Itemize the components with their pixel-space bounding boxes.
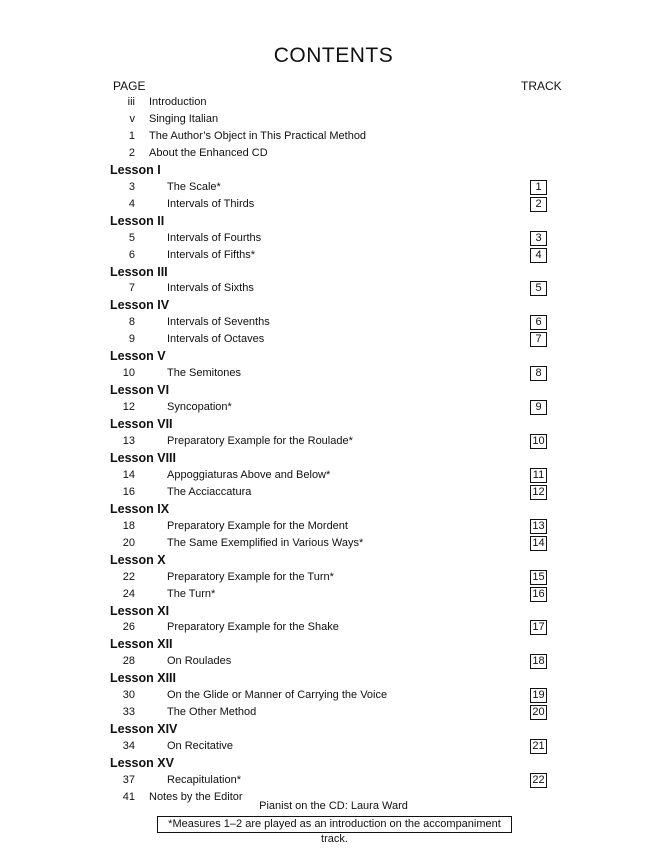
track-number-box: 5 [530, 281, 547, 296]
toc-entry-row [0, 569, 667, 586]
entry-title: Intervals of Octaves [167, 333, 265, 346]
track-number-box: 16 [530, 587, 547, 602]
toc-entry-row [0, 704, 667, 721]
lesson-heading [0, 501, 667, 518]
toc-entry-row [0, 772, 667, 789]
track-number-box: 12 [530, 485, 547, 500]
page-number: 20 [122, 536, 135, 549]
page-number: 41 [122, 790, 135, 803]
entry-title: Introduction [149, 96, 207, 108]
entry-title: On the Glide or Manner of Carrying the Voice [167, 689, 388, 702]
lesson-heading [0, 382, 667, 399]
entry-title: Intervals of Sevenths [167, 316, 270, 329]
entry-title: About the Enhanced CD [149, 146, 268, 159]
toc-entry-row [0, 365, 667, 382]
page-number: 3 [128, 180, 135, 193]
toc-entry-row [0, 484, 667, 501]
front-matter-row [0, 111, 667, 128]
lesson-heading [0, 416, 667, 433]
toc-entry-row [0, 314, 667, 331]
page-number: 37 [122, 774, 135, 786]
track-number-box: 1 [530, 180, 547, 195]
lesson-title: Lesson IV [110, 298, 170, 313]
toc-entry-row [0, 399, 667, 416]
page-number: 18 [122, 519, 135, 532]
track-number-box: 11 [530, 468, 547, 483]
page-number: 8 [128, 316, 135, 329]
page-number: 10 [122, 367, 135, 380]
lesson-heading [0, 264, 667, 281]
page-number: 13 [122, 435, 135, 447]
page-number: 7 [128, 282, 135, 295]
lesson-title: Lesson III [110, 264, 168, 279]
page-title: CONTENTS [273, 44, 394, 67]
entry-title: Preparatory Example for the Turn* [167, 570, 334, 583]
track-number-box: 8 [530, 366, 547, 381]
page-number: iii [127, 96, 135, 108]
toc-entry-row [0, 535, 667, 552]
lesson-title: Lesson VI [110, 383, 170, 398]
entry-title: Preparatory Example for the Mordent [167, 519, 348, 532]
track-number-box: 3 [530, 231, 547, 246]
lesson-title: Lesson XIV [110, 722, 178, 737]
entry-title: Intervals of Fifths* [167, 248, 256, 261]
lesson-heading [0, 162, 667, 179]
toc-entry-row [0, 433, 667, 450]
entry-title: The Turn* [167, 587, 216, 600]
lesson-title: Lesson IX [110, 501, 170, 516]
page-number: 24 [122, 587, 135, 600]
entry-title: The Acciaccatura [167, 485, 252, 498]
track-number-box: 4 [530, 248, 547, 263]
track-number-box: 22 [530, 773, 547, 788]
entry-title: Notes by the Editor [149, 790, 243, 803]
track-number-box: 13 [530, 519, 547, 534]
entry-title: Syncopation* [167, 401, 232, 414]
lesson-title: Lesson V [110, 349, 166, 364]
lesson-heading [0, 636, 667, 653]
track-number-box: 15 [530, 570, 547, 585]
track-number-box: 7 [530, 332, 547, 347]
page-number: 4 [128, 197, 135, 210]
entry-title: Preparatory Example for the Roulade* [167, 435, 353, 447]
track-number-box: 14 [530, 536, 547, 551]
toc-entry-row [0, 687, 667, 704]
track-number-box: 18 [530, 654, 547, 669]
toc-entry-row [0, 653, 667, 670]
lesson-title: Lesson II [110, 213, 165, 228]
page-number: v [129, 113, 135, 125]
page-number: 14 [122, 468, 135, 481]
track-number-box: 10 [530, 434, 547, 449]
lesson-title: Lesson XII [110, 637, 173, 652]
entry-title: On Recitative [167, 740, 234, 753]
page-number: 6 [128, 248, 135, 261]
pianist-credit: Pianist on the CD: Laura Ward [259, 800, 408, 812]
lesson-heading [0, 721, 667, 738]
lesson-title: Lesson XIII [110, 671, 176, 686]
entry-title: The Same Exemplified in Various Ways* [167, 536, 364, 549]
entry-title: The Scale* [167, 180, 221, 193]
footnote-box: *Measures 1–2 are played as an introduction on the accompaniment track. [157, 816, 512, 833]
track-number-box: 2 [530, 197, 547, 212]
lesson-heading [0, 603, 667, 620]
front-matter-row [0, 94, 667, 111]
lesson-title: Lesson XV [110, 756, 174, 770]
entry-title: Intervals of Fourths [167, 231, 262, 244]
page-number: 26 [122, 621, 135, 634]
page-number: 1 [128, 129, 135, 142]
track-number-box: 20 [530, 705, 547, 720]
toc-entry-row [0, 467, 667, 484]
track-column-header: TRACK [521, 79, 562, 93]
entry-title: Recapitulation* [167, 774, 241, 786]
toc-entry-row [0, 619, 667, 636]
page-number: 5 [128, 231, 135, 244]
track-number-box: 6 [530, 315, 547, 330]
front-matter-row [0, 128, 667, 145]
lesson-heading [0, 213, 667, 230]
page-number: 33 [122, 706, 135, 719]
lesson-heading [0, 297, 667, 314]
toc-entry-row [0, 518, 667, 535]
toc-entry-row [0, 586, 667, 603]
lesson-title: Lesson VII [110, 417, 173, 432]
lesson-title: Lesson X [110, 552, 166, 567]
lesson-heading [0, 755, 667, 772]
entry-title: Appoggiaturas Above and Below* [167, 468, 331, 481]
entry-title: On Roulades [167, 655, 232, 668]
entry-title: Intervals of Sixths [167, 282, 254, 295]
page-number: 2 [128, 146, 135, 159]
toc-entry-row [0, 196, 667, 213]
lesson-title: Lesson XI [110, 603, 170, 618]
page-number: 34 [122, 740, 135, 753]
toc-entry-row [0, 179, 667, 196]
entry-title: Intervals of Thirds [167, 197, 255, 210]
page-number: 9 [128, 333, 135, 346]
track-number-box: 21 [530, 739, 547, 754]
toc-entry-row [0, 247, 667, 264]
entry-title: The Semitones [167, 367, 241, 380]
track-number-box: 19 [530, 688, 547, 703]
lesson-heading [0, 670, 667, 687]
lesson-heading [0, 348, 667, 365]
page-number: 30 [122, 689, 135, 702]
entry-title: Preparatory Example for the Shake [167, 621, 339, 634]
toc-entry-row [0, 738, 667, 755]
entry-title: The Author’s Object in This Practical Method [149, 129, 367, 142]
page-number: 22 [122, 570, 135, 583]
page-number: 28 [122, 655, 135, 668]
toc-entry-row [0, 280, 667, 297]
lesson-title: Lesson VIII [110, 450, 176, 465]
page-number: 16 [122, 485, 135, 498]
toc-entry-row [0, 331, 667, 348]
lesson-heading [0, 552, 667, 569]
lesson-title: Lesson I [110, 162, 161, 177]
lesson-heading [0, 450, 667, 467]
entry-title: Singing Italian [149, 113, 219, 125]
front-matter-row [0, 145, 667, 162]
page-column-header: PAGE [113, 79, 146, 93]
entry-title: The Other Method [167, 706, 257, 719]
track-number-box: 17 [530, 620, 547, 635]
toc-entry-row [0, 230, 667, 247]
track-number-box: 9 [530, 400, 547, 415]
page-number: 12 [122, 401, 135, 414]
